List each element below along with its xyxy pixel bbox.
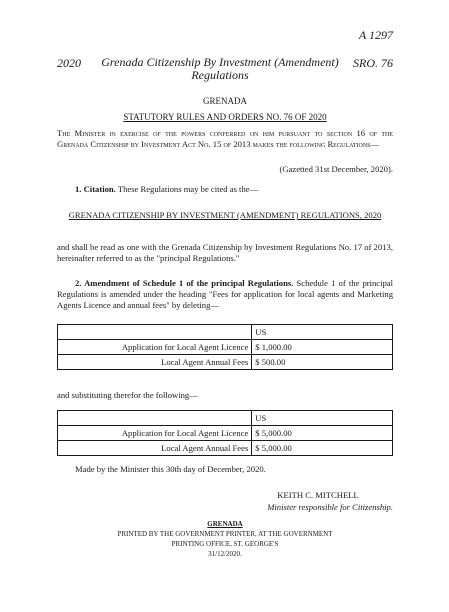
table-cell [58,411,252,426]
fee-amount: $ 1,000.00 [252,340,393,355]
table-row [58,441,393,456]
footer-date: 31/12/2020. [208,550,242,558]
header-title: Grenada Citizenship By Investment (Amendment) Regulations [101,55,339,82]
section-2-heading: 2. Amendment of Schedule 1 of the principal Regulations. [75,278,294,288]
table-row [58,325,393,340]
series-heading: STATUTORY RULES AND ORDERS NO. 76 OF 2020 [123,112,327,122]
header-year: 2020 [57,56,81,70]
enacting-clause: The Minister in exercise of the powers conferred on him pursuant to section 16 of the Grenada Citizenship by Investment Act No. 15 of 2013 makes the following Regulations— [57,128,393,149]
fee-label: Local Agent Annual Fees [58,355,252,370]
fee-label: Application for Local Agent Licence [58,340,252,355]
section-1-text: These Regulations may be cited as the— [117,184,259,194]
table-row [58,340,393,355]
substitute-text: and substituting therefor the following— [57,390,198,400]
country-heading: GRENADA [203,96,247,106]
fee-amount: $ 500.00 [252,355,393,370]
section-2-text: Schedule 1 of the principal Regulations is amended under the heading "Fees for application for local agents and Marketing Agents Licence and annual fees" by deleting— [57,278,393,310]
currency-header: US [252,325,393,340]
footer-printer-line-2: PRINTING OFFICE, ST. GEORGE'S [171,540,279,548]
section-1-continuation: and shall be read as one with the Grenada Citizenship by Investment Regulations No. 17 of 2013, hereinafter referred to as the "principal Regulations." [57,242,393,263]
short-title: GRENADA CITIZENSHIP BY INVESTMENT (AMENDMENT) REGULATIONS, 2020 [68,210,382,220]
footer-printer-line-1: PRINTED BY THE GOVERNMENT PRINTER, AT THE GOVERNMENT [117,530,333,538]
made-by-statement: Made by the Minister this 30th day of December, 2020. [75,464,266,474]
currency-header: US [252,411,393,426]
fee-label: Local Agent Annual Fees [58,441,252,456]
signatory-name: KEITH C. MITCHELL [277,490,359,500]
section-2 [57,278,393,311]
fee-amount: $ 5,000.00 [252,426,393,441]
table-new-fees [57,410,393,456]
signatory-title: Minister responsible for Citizenship. [267,502,393,512]
table-deleted-fees [57,324,393,370]
gazetted-date: (Gazetted 31st December, 2020). [279,164,393,174]
table-row [58,426,393,441]
table-cell [58,325,252,340]
section-1 [57,184,393,195]
fee-amount: $ 5,000.00 [252,441,393,456]
page-number: A 1297 [358,28,393,42]
section-1-heading: 1. Citation. [75,184,116,194]
fee-label: Application for Local Agent Licence [58,426,252,441]
table-row [58,411,393,426]
table-row [58,355,393,370]
footer-place: GRENADA [207,520,243,528]
header-sro-number: SRO. 76 [353,56,393,70]
